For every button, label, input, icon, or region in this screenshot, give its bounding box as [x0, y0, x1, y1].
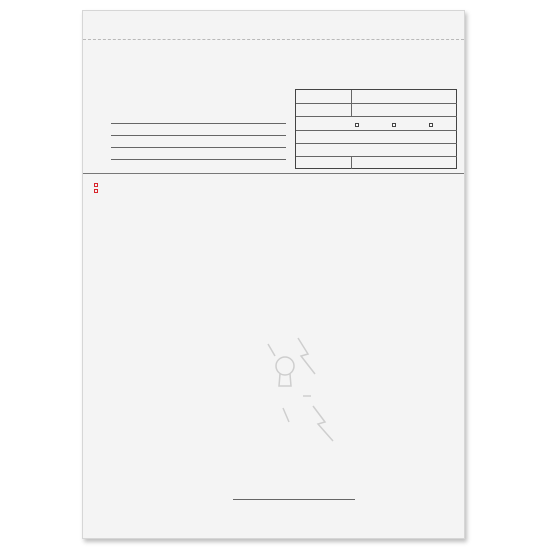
to-line-3[interactable] [111, 147, 286, 148]
perforation-line [83, 39, 464, 40]
to-line-2[interactable] [111, 135, 286, 136]
lightbulb-watermark-icon [253, 326, 343, 446]
signature-line[interactable] [233, 499, 355, 500]
to-line-4[interactable] [111, 159, 286, 160]
order-info-box [295, 89, 457, 169]
to-line-1[interactable] [111, 123, 286, 124]
invoice-form [82, 10, 465, 539]
extra-checkbox[interactable] [429, 123, 433, 127]
contract-checkbox[interactable] [392, 123, 396, 127]
daywork-checkbox[interactable] [355, 123, 359, 127]
